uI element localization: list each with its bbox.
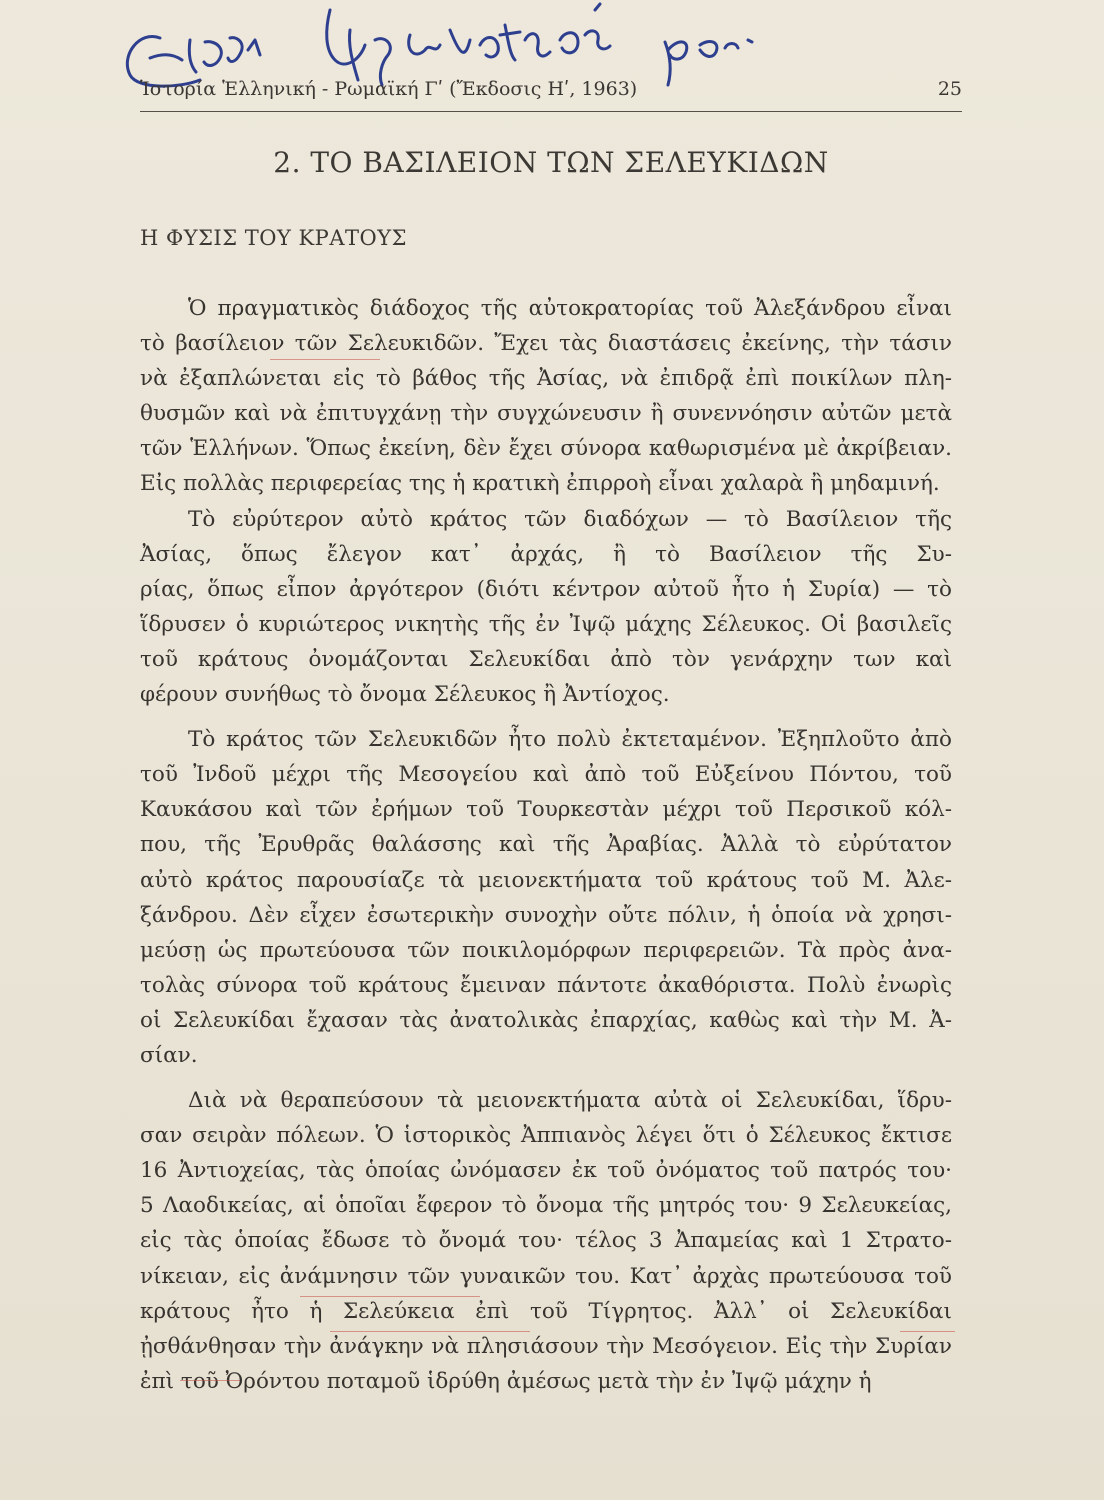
text-line: ἐπὶ τοῦ Ὀρόντου ποταμοῦ ἱδρύθη ἀμέσως μετὰ τὴν ἐν Ἰψῷ μάχην ἡ bbox=[140, 1368, 872, 1394]
text-line: τῶν Ἑλλήνων. Ὅπως ἐκείνη, δὲν ἔχει σύνορα καθωρισμένα μὲ ἀκρίβειαν. bbox=[140, 436, 952, 462]
text-line: τοῦ κράτους ὀνομάζονται Σελευκίδαι ἀπὸ τὸν γενάρχην των καὶ bbox=[140, 646, 952, 672]
text-line: Ὁ πραγματικὸς διάδοχος τῆς αὐτοκρατορίας τοῦ Ἀλεξάνδρου εἶναι bbox=[188, 296, 952, 321]
header-rule bbox=[140, 111, 962, 112]
paragraph-1 bbox=[140, 291, 952, 502]
text-line: αὐτὸ κράτος παρουσίαζε τὰ μειονεκτήματα τοῦ κράτους τοῦ Μ. Ἀλε- bbox=[140, 867, 952, 893]
text-line: ξάνδρου. Δὲν εἶχεν ἐσωτερικὴν συνοχὴν οὔτε πόλιν, ἡ ὁποία νὰ χρησι- bbox=[140, 902, 952, 928]
text-line: νὰ ἐξαπλώνεται εἰς τὸ βάθος τῆς Ἀσίας, νὰ ἐπιδρᾷ ἐπὶ ποικίλων πλη- bbox=[140, 366, 952, 392]
pencil-underline bbox=[180, 1380, 240, 1381]
text-line: τὸ βασίλειον τῶν Σελευκιδῶν. Ἔχει τὰς διαστάσεις ἐκείνης, τὴν τάσιν bbox=[140, 331, 952, 357]
page-number: 25 bbox=[937, 78, 962, 100]
pencil-underline bbox=[300, 1296, 480, 1297]
running-header bbox=[140, 78, 962, 110]
paragraph-3 bbox=[140, 722, 952, 1073]
text-line: Τὸ κράτος τῶν Σελευκιδῶν ἦτο πολὺ ἐκτεταμένον. Ἐξηπλοῦτο ἀπὸ bbox=[188, 727, 952, 753]
text-line: νίκειαν, εἰς ἀνάμνησιν τῶν γυναικῶν του. Κατ᾽ ἀρχὰς πρωτεύουσα τοῦ bbox=[140, 1263, 952, 1289]
section-title: Η ΦΥΣΙΣ ΤΟΥ ΚΡΑΤΟΥΣ bbox=[140, 226, 407, 250]
text-line: Εἰς πολλὰς περιφερείας της ἡ κρατικὴ ἐπιρροὴ εἶναι χαλαρὰ ἢ μηδαμινή. bbox=[140, 471, 940, 497]
pencil-underline bbox=[270, 359, 380, 360]
text-line: φέρουν συνήθως τὸ ὄνομα Σέλευκος ἢ Ἀντίοχος. bbox=[140, 682, 670, 708]
text-line: οἱ Σελευκίδαι ἔχασαν τὰς ἀνατολικὰς ἐπαρχίας, καθὼς καὶ τὴν Μ. Ἀ- bbox=[140, 1007, 952, 1033]
text-line: ρίας, ὅπως εἶπον ἀργότερον (διότι κέντρον αὐτοῦ ἦτο ἡ Συρία) — τὸ bbox=[140, 576, 952, 602]
text-line: σίαν. bbox=[140, 1042, 198, 1068]
text-line: 5 Λαοδικείας, αἱ ὁποῖαι ἔφερον τὸ ὄνομα τῆς μητρός του· 9 Σελευκείας, bbox=[140, 1193, 952, 1219]
text-line: σαν σειρὰν πόλεων. Ὁ ἱστορικὸς Ἀππιανὸς λέγει ὅτι ὁ Σέλευκος ἔκτισε bbox=[140, 1123, 952, 1149]
chapter-title: 2. ΤΟ ΒΑΣΙΛΕΙΟΝ ΤΩΝ ΣΕΛΕΥΚΙΔΩΝ bbox=[273, 146, 829, 179]
pencil-underline bbox=[330, 1331, 530, 1332]
text-line: Διὰ νὰ θεραπεύσουν τὰ μειονεκτήματα αὐτὰ οἱ Σελευκίδαι, ἵδρυ- bbox=[188, 1088, 952, 1114]
pencil-underline bbox=[900, 1331, 955, 1332]
paragraph-2 bbox=[140, 502, 952, 713]
text-line: 16 Ἀντιοχείας, τὰς ὁποίας ὠνόμασεν ἐκ τοῦ ὀνόματος τοῦ πατρός του· bbox=[140, 1158, 952, 1184]
text-line: τοῦ Ἰνδοῦ μέχρι τῆς Μεσογείου καὶ ἀπὸ τοῦ Εὐξείνου Πόντου, τοῦ bbox=[140, 762, 952, 788]
running-title: Ἱστορία Ἑλληνική - Ρωμαϊκή Γʹ (Ἔκδοσις Ηʹ, 1963) bbox=[140, 78, 638, 100]
text-line: που, τῆς Ἐρυθρᾶς θαλάσσης καὶ τῆς Ἀραβίας. Ἀλλὰ τὸ εὐρύτατον bbox=[140, 832, 952, 858]
text-line: Ἀσίας, ὅπως ἔλεγον κατ᾽ ἀρχάς, ἢ τὸ Βασίλειον τῆς Συ- bbox=[140, 541, 952, 567]
text-line: εἰς τὰς ὁποίας ἔδωσε τὸ ὄνομά του· τέλος 3 Ἀπαμείας καὶ 1 Στρατο- bbox=[140, 1228, 952, 1254]
text-line: Καυκάσου καὶ τῶν ἐρήμων τοῦ Τουρκεστὰν μέχρι τοῦ Περσικοῦ κόλ- bbox=[140, 797, 952, 823]
paragraph-4 bbox=[140, 1083, 952, 1399]
text-line: ἵδρυσεν ὁ κυριώτερος νικητὴς τῆς ἐν Ἰψῷ μάχης Σέλευκος. Οἱ βασιλεῖς bbox=[140, 611, 952, 637]
text-line: τολὰς σύνορα τοῦ κράτους ἔμειναν πάντοτε ἀκαθόριστα. Πολὺ ἐνωρὶς bbox=[140, 972, 952, 998]
handwritten-annotation bbox=[120, 0, 840, 90]
text-line: Τὸ εὐρύτερον αὐτὸ κράτος τῶν διαδόχων — τὸ Βασίλειον τῆς bbox=[188, 506, 952, 532]
text-line: κράτους ἦτο ἡ Σελεύκεια ἐπὶ τοῦ Τίγρητος. Ἀλλ᾽ οἱ Σελευκίδαι bbox=[140, 1298, 952, 1324]
text-line: μεύσῃ ὡς πρωτεύουσα τῶν ποικιλομόρφων περιφερειῶν. Τὰ πρὸς ἀνα- bbox=[140, 937, 952, 963]
text-line: ᾐσθάνθησαν τὴν ἀνάγκην νὰ πλησιάσουν τὴν Μεσόγειον. Εἰς τὴν Συρίαν bbox=[140, 1333, 952, 1359]
body-text bbox=[140, 291, 952, 1399]
text-line: θυσμῶν καὶ νὰ ἐπιτυγχάνῃ τὴν συγχώνευσιν ἢ συνεννόησιν αὐτῶν μετὰ bbox=[140, 401, 952, 427]
